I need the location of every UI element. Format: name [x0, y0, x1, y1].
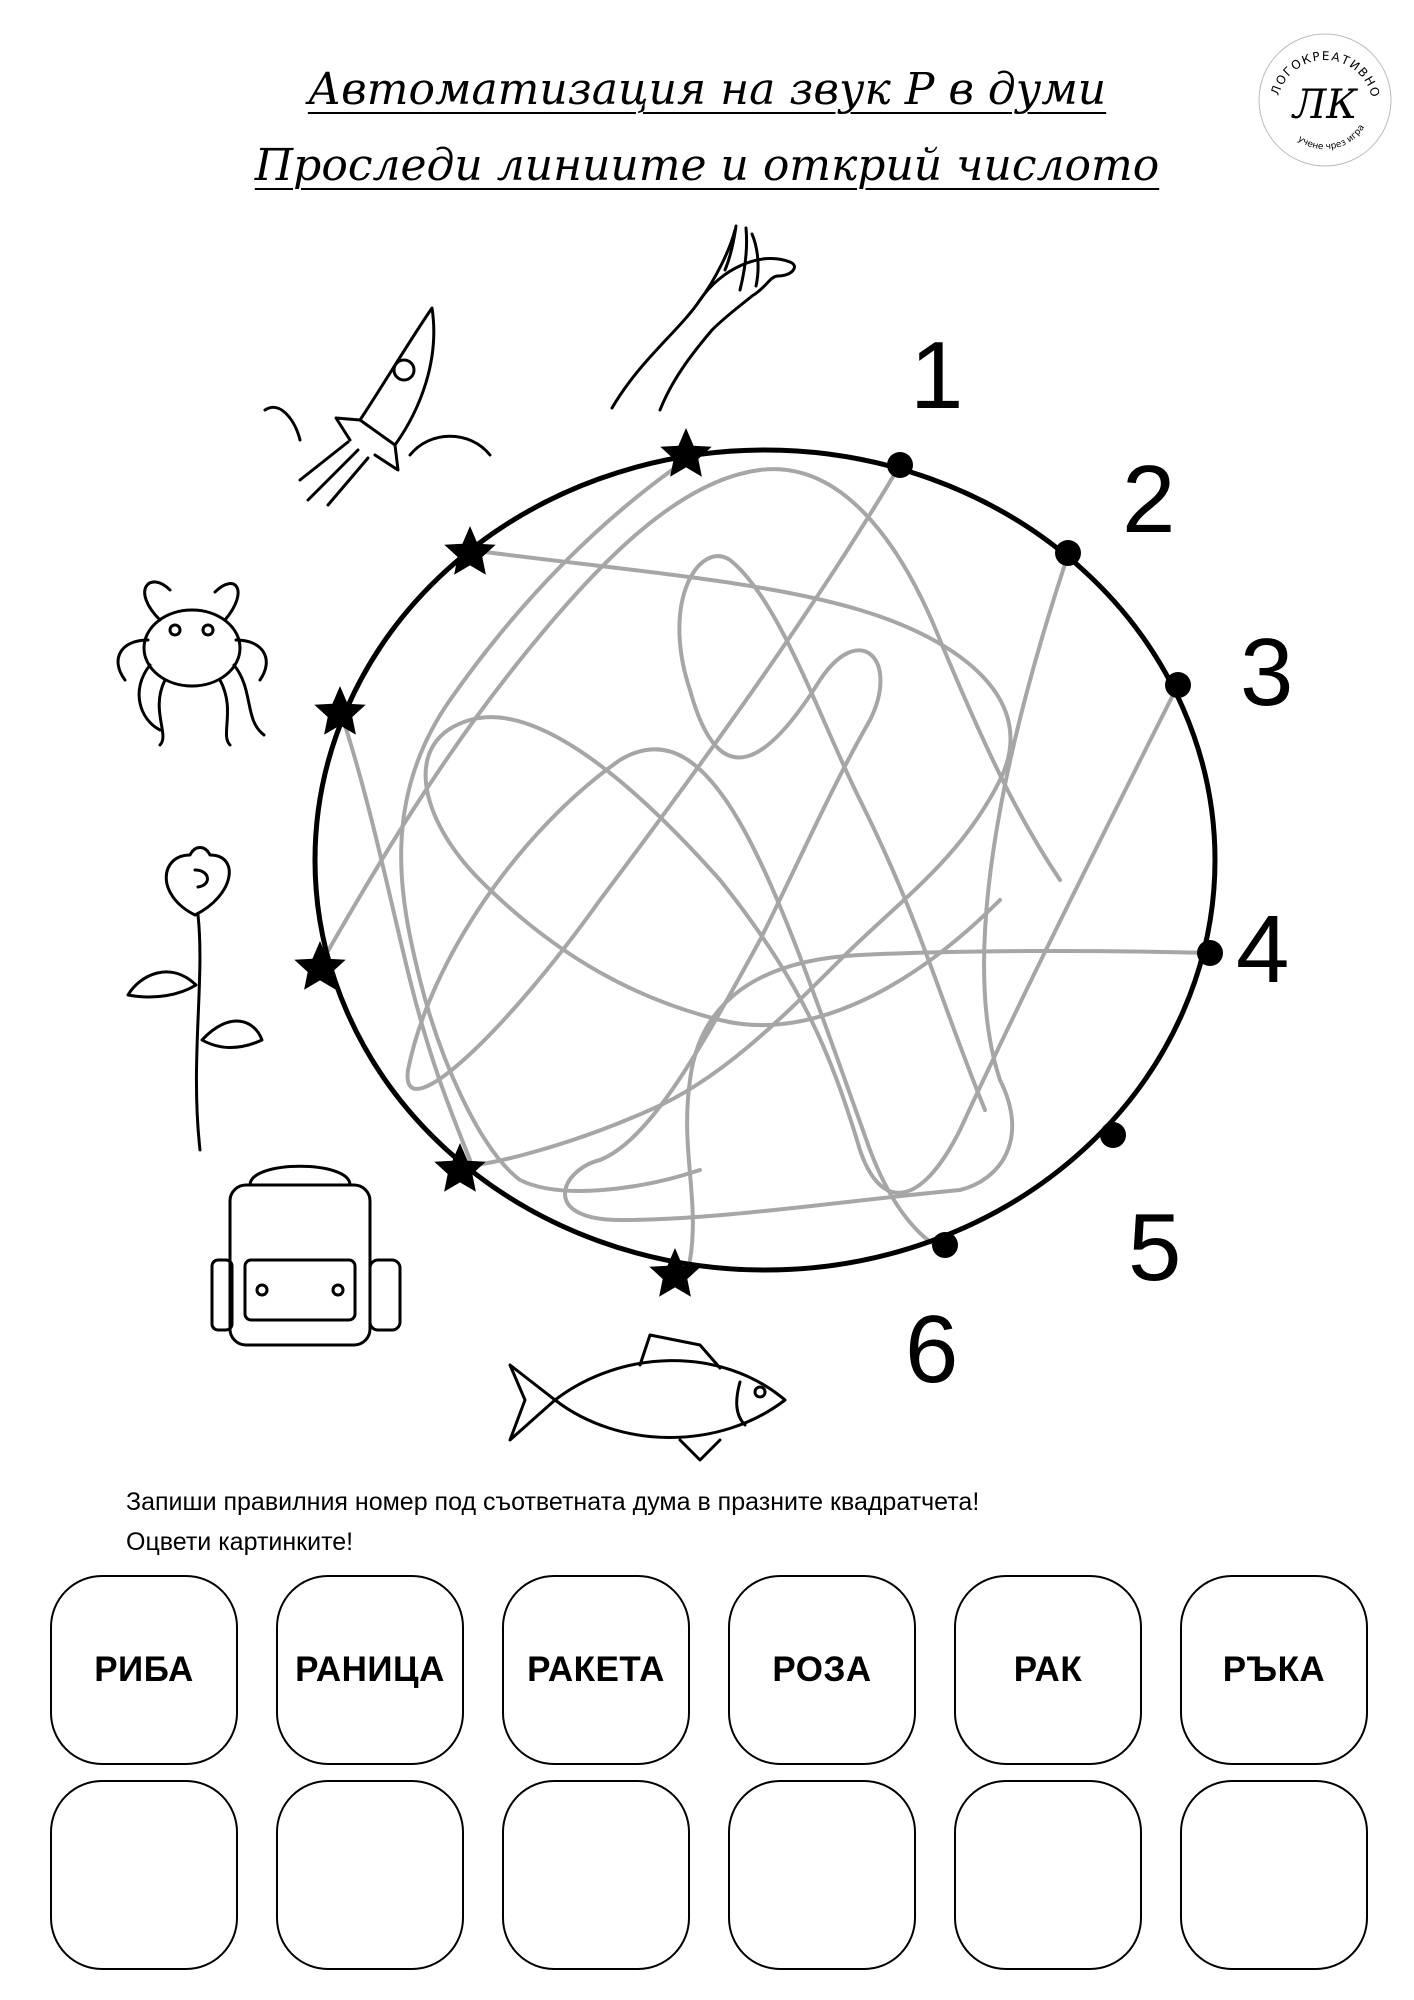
instruction-line-1: Запиши правилния номер под съответната дума в празните квадратчета! — [126, 1488, 980, 1516]
number-2: 2 — [1122, 446, 1176, 553]
maze-endpoints — [887, 452, 1223, 1258]
backpack-icon — [212, 1166, 400, 1345]
rocket-icon — [265, 308, 490, 505]
word-box-ranitsa — [276, 1575, 464, 1765]
answer-box-6[interactable] — [1180, 1780, 1368, 1970]
word-label: РИБА — [94, 1650, 194, 1689]
number-5: 5 — [1128, 1194, 1182, 1301]
fish-icon — [510, 1335, 785, 1460]
hand-icon — [612, 226, 794, 410]
logo-monogram: ЛК — [1292, 82, 1358, 128]
logo-ring-text: ЛОГОКРЕАТИВНО — [1267, 48, 1383, 100]
number-1: 1 — [910, 322, 964, 429]
logo-tagline: учене чрез игра — [1295, 123, 1367, 153]
word-box-roza — [728, 1575, 916, 1765]
answer-box-1[interactable] — [50, 1780, 238, 1970]
star-icon — [434, 1143, 485, 1192]
page-subtitle: Проследи линиите и открий числото — [254, 140, 1160, 191]
word-box-raka — [1180, 1575, 1368, 1765]
star-icon — [649, 1248, 700, 1297]
rose-icon — [128, 848, 262, 1151]
answer-box-4[interactable] — [728, 1780, 916, 1970]
page-title: Автоматизация на звук Р в думи — [307, 64, 1107, 115]
star-icon — [660, 428, 711, 477]
answer-box-5[interactable] — [954, 1780, 1142, 1970]
number-3: 3 — [1240, 619, 1294, 726]
maze-paths — [320, 460, 1210, 1260]
number-6: 6 — [905, 1296, 959, 1403]
word-label: РАКЕТА — [527, 1650, 665, 1689]
word-label: РАНИЦА — [295, 1650, 445, 1689]
crab-icon — [118, 582, 266, 745]
number-4: 4 — [1236, 896, 1290, 1003]
word-label: РЪКА — [1222, 1650, 1326, 1689]
word-label: РАК — [1013, 1650, 1083, 1689]
answer-box-2[interactable] — [276, 1780, 464, 1970]
maze-circle — [315, 450, 1215, 1270]
answer-box-3[interactable] — [502, 1780, 690, 1970]
word-box-rak — [954, 1575, 1142, 1765]
instruction-line-2: Оцвети картинките! — [126, 1528, 354, 1556]
word-box-riba — [50, 1575, 238, 1765]
word-box-raketa — [502, 1575, 690, 1765]
word-label: РОЗА — [772, 1650, 872, 1689]
